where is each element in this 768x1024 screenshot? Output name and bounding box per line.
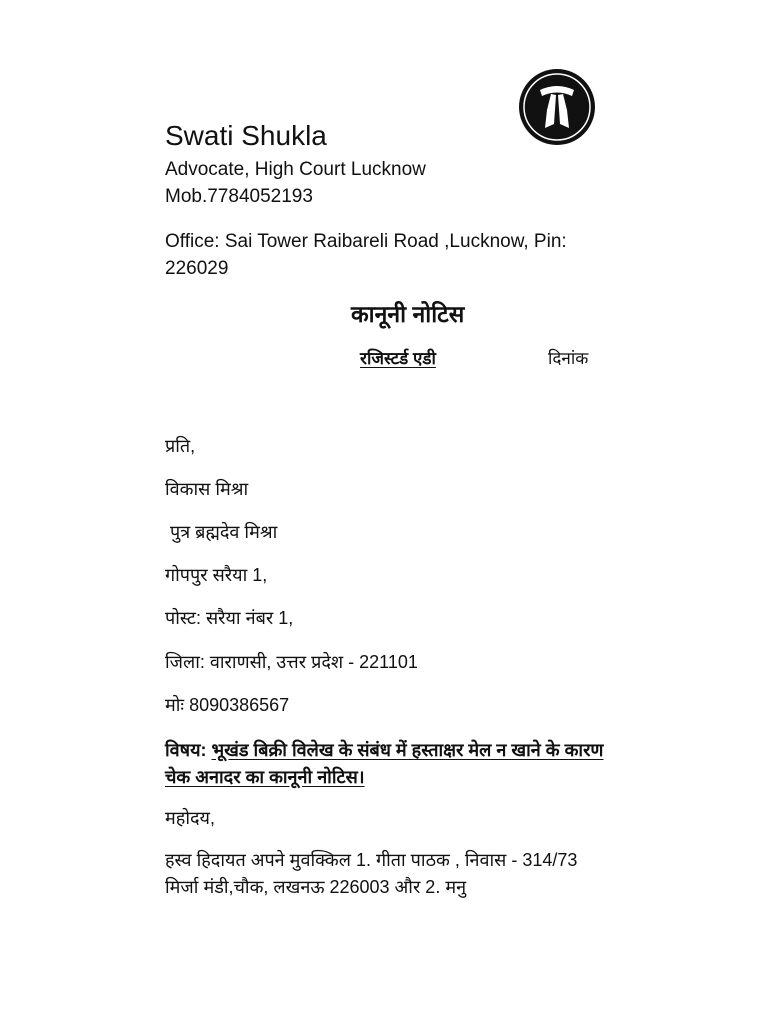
recipient-post: पोस्ट: सरैया नंबर 1,	[165, 608, 294, 628]
advocate-designation: Advocate, High Court Lucknow	[165, 159, 426, 180]
recipient-father: पुत्र ब्रह्मदेव मिश्रा	[165, 522, 278, 542]
recipient-mobile: मोः 8090386567	[165, 695, 290, 715]
recipient-village: गोपपुर सरैया 1,	[165, 565, 268, 585]
advocate-name: Swati Shukla	[165, 120, 327, 151]
recipient-name: विकास मिश्रा	[165, 479, 249, 499]
recipient-prefix: प्रति,	[165, 436, 196, 456]
advocate-band-emblem-icon	[518, 68, 596, 146]
subject-label: विषय:	[165, 740, 207, 760]
body-paragraph: हस्व हिदायत अपने मुवक्किल 1. गीता पाठक , निवास - 314/73 मिर्जा मंडी,चौक, लखनऊ 226003 और 2. मनु	[165, 850, 578, 897]
subject-line	[165, 737, 615, 791]
subject-text: भूखंड बिक्री विलेख के संबंध में हस्ताक्षर मेल न खाने के कारण चेक अनादर का कानूनी नोटिस।	[165, 740, 604, 787]
office-address-line1: Office: Sai Tower Raibareli Road ,Lucknow, Pin:	[165, 231, 567, 252]
notice-title: कानूनी नोटिस	[351, 301, 465, 327]
recipient-district: जिला: वाराणसी, उत्तर प्रदेश - 221101	[165, 652, 418, 672]
date-label: दिनांक	[548, 349, 589, 368]
registered-ad-label: रजिस्टर्ड एडी	[360, 349, 436, 368]
salutation: महोदय,	[165, 808, 215, 828]
advocate-mobile: Mob.7784052193	[165, 186, 313, 207]
office-address-line2: 226029	[165, 258, 229, 279]
